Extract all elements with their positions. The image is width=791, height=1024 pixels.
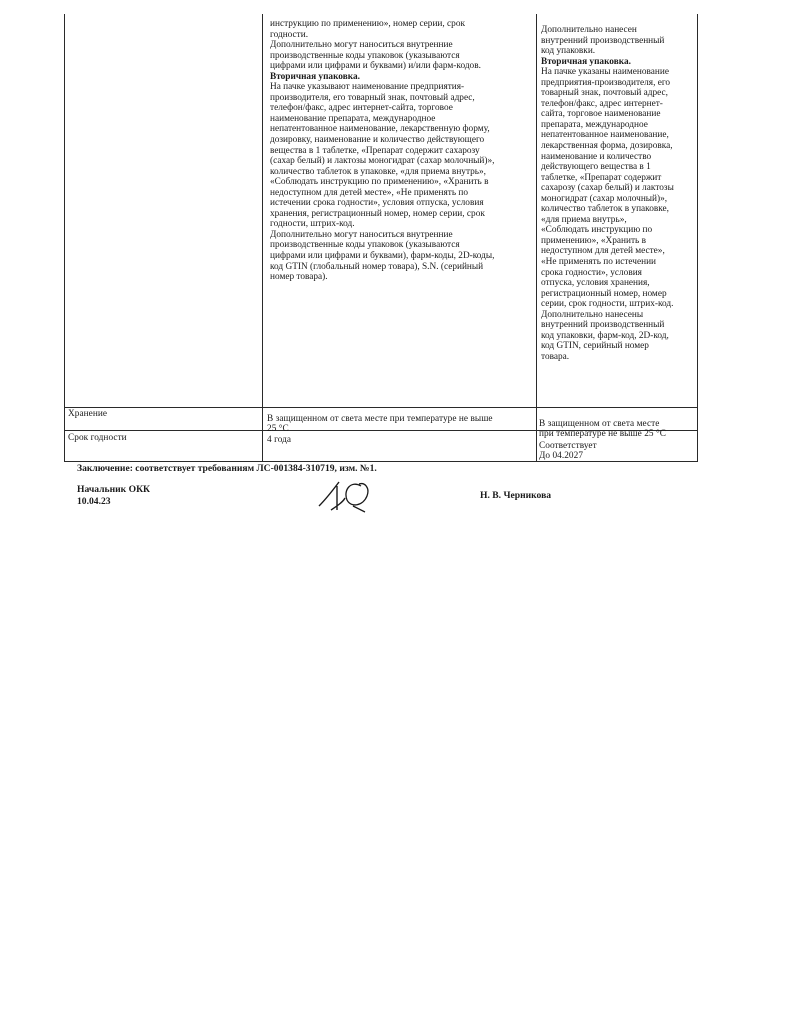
signatory-title: Начальник ОКК: [77, 484, 150, 495]
text-line: препарата, международное: [541, 119, 648, 130]
text-line: таблетке, «Препарат содержит: [541, 172, 662, 183]
text-line: номер товара).: [270, 272, 328, 283]
text-line: товара.: [541, 351, 570, 362]
storage-requirement-line1: В защищенном от света месте при температуре не выше: [267, 414, 493, 424]
text-line: вещества в 1 таблетке, «Препарат содержит сахарозу: [270, 145, 480, 156]
text-line: истечении срока годности», условия отпуска, условия: [270, 198, 484, 209]
text-line: предприятия-производителя, его: [541, 77, 671, 88]
shelf-life-requirement: 4 года: [267, 435, 292, 445]
text-line: код GTIN, серийный номер: [541, 341, 649, 352]
text-line: применению», «Хранить в: [541, 235, 647, 246]
text-line: количество таблеток в упаковке,: [541, 204, 669, 215]
text-line: количество таблеток в упаковке, «для приема внутрь»,: [270, 166, 486, 177]
text-line: Дополнительно могут наноситься внутренние: [270, 40, 453, 51]
text-line: товарный знак, почтовый адрес,: [541, 88, 668, 99]
text-line: серии, срок годности, штрих-код.: [541, 299, 674, 310]
text-line: годности.: [270, 29, 309, 40]
shelf-life-label: Срок годности: [68, 433, 127, 443]
text-line: наименование препарата, международное: [270, 113, 436, 124]
text-line: «Не применять по истечении: [541, 257, 657, 268]
table-column-divider-1: [262, 14, 263, 462]
text-line: внутренний производственный: [541, 35, 665, 46]
text-line: телефон/факс, адрес интернет-: [541, 98, 663, 109]
text-line: цифрами или цифрами и буквами), фарм-коды, 2D-коды,: [270, 251, 495, 262]
shelf-life-result-line2: До 04.2027: [539, 451, 584, 461]
text-line: Дополнительно нанесены: [541, 309, 644, 320]
table-right-border: [697, 14, 698, 462]
storage-requirement-line2: 25 °С: [267, 424, 289, 434]
text-line: «Соблюдать инструкцию по: [541, 225, 653, 236]
text-line: отпуска, условия хранения,: [541, 278, 650, 289]
text-line: телефон/факс, адрес интернет-сайта, торговое: [270, 103, 453, 114]
storage-result-line2: при температуре не выше 25 °С: [539, 429, 666, 439]
text-line: (сахар белый) и лактозы моногидрат (сахар молочный)»,: [270, 156, 495, 167]
text-line: дозировку, наименование и количество действующего: [270, 135, 485, 146]
signatory-name: Н. В. Черникова: [480, 490, 552, 501]
text-line: производственные коды упаковок (указываются: [270, 240, 460, 251]
text-line: внутренний производственный: [541, 320, 665, 331]
text-line: регистрационный номер, номер: [541, 288, 667, 299]
text-line: срока годности», условия: [541, 267, 642, 278]
text-line: Дополнительно нанесен: [541, 25, 637, 35]
text-line: недоступном для детей месте», «Не применять по: [270, 187, 469, 198]
conclusion-text: Заключение: соответствует требованиям ЛС-001384-310719, изм. №1.: [77, 463, 377, 474]
text-line: код GTIN (глобальный номер товара), S.N. (серийный: [270, 261, 484, 272]
text-line: На пачке указаны наименование: [541, 67, 669, 78]
requirements-column-packaging: [270, 19, 495, 283]
text-line: «Соблюдать инструкцию по применению», «Хранить в: [270, 177, 489, 188]
text-line: Дополнительно могут наноситься внутренние: [270, 229, 453, 240]
text-line: сахарозу (сахар белый) и лактозы: [541, 183, 674, 194]
table-column-divider-2: [536, 14, 537, 462]
text-line: непатентованное наименование, лекарственную форму,: [270, 124, 490, 135]
section-heading: Вторичная упаковка.: [270, 71, 360, 82]
table-left-border: [64, 14, 65, 462]
storage-label: Хранение: [68, 409, 108, 419]
text-line: сайта, торговое наименование: [541, 109, 661, 120]
table-bottom-border: [64, 461, 698, 462]
signature-date: 10.04.23: [77, 496, 111, 507]
text-line: непатентованное наименование,: [541, 130, 669, 141]
text-line: наименование и количество: [541, 151, 652, 162]
text-line: «для приема внутрь»,: [541, 214, 627, 225]
storage-result-line1: В защищенном от света месте: [539, 419, 660, 429]
results-column-packaging: [541, 25, 674, 363]
text-line: производителя, его товарный знак, почтовый адрес,: [270, 92, 475, 103]
text-line: годности, штрих-код.: [270, 219, 355, 230]
row-divider-storage-top: [64, 407, 698, 408]
text-line: цифрами или цифрами и буквами) и/или фарм-кодов.: [270, 61, 481, 72]
text-line: На пачке указывают наименование предприятия-: [270, 82, 465, 93]
text-line: недоступном для детей месте»,: [541, 246, 665, 257]
text-line: действующего вещества в 1: [541, 162, 651, 173]
text-line: моногидрат (сахар молочный)»,: [541, 193, 668, 204]
text-line: код упаковки, фарм-код, 2D-код,: [541, 330, 669, 341]
text-line: хранения, регистрационный номер, номер серии, срок: [270, 208, 485, 219]
text-line: инструкцию по применению», номер серии, срок: [270, 19, 465, 29]
text-line: производственные коды упаковок (указываются: [270, 50, 460, 61]
handwritten-signature: [315, 476, 375, 516]
section-heading: Вторичная упаковка.: [541, 56, 631, 67]
text-line: код упаковки.: [541, 46, 596, 57]
shelf-life-result-line1: Соответствует: [539, 441, 597, 451]
text-line: лекарственная форма, дозировка,: [541, 141, 673, 152]
